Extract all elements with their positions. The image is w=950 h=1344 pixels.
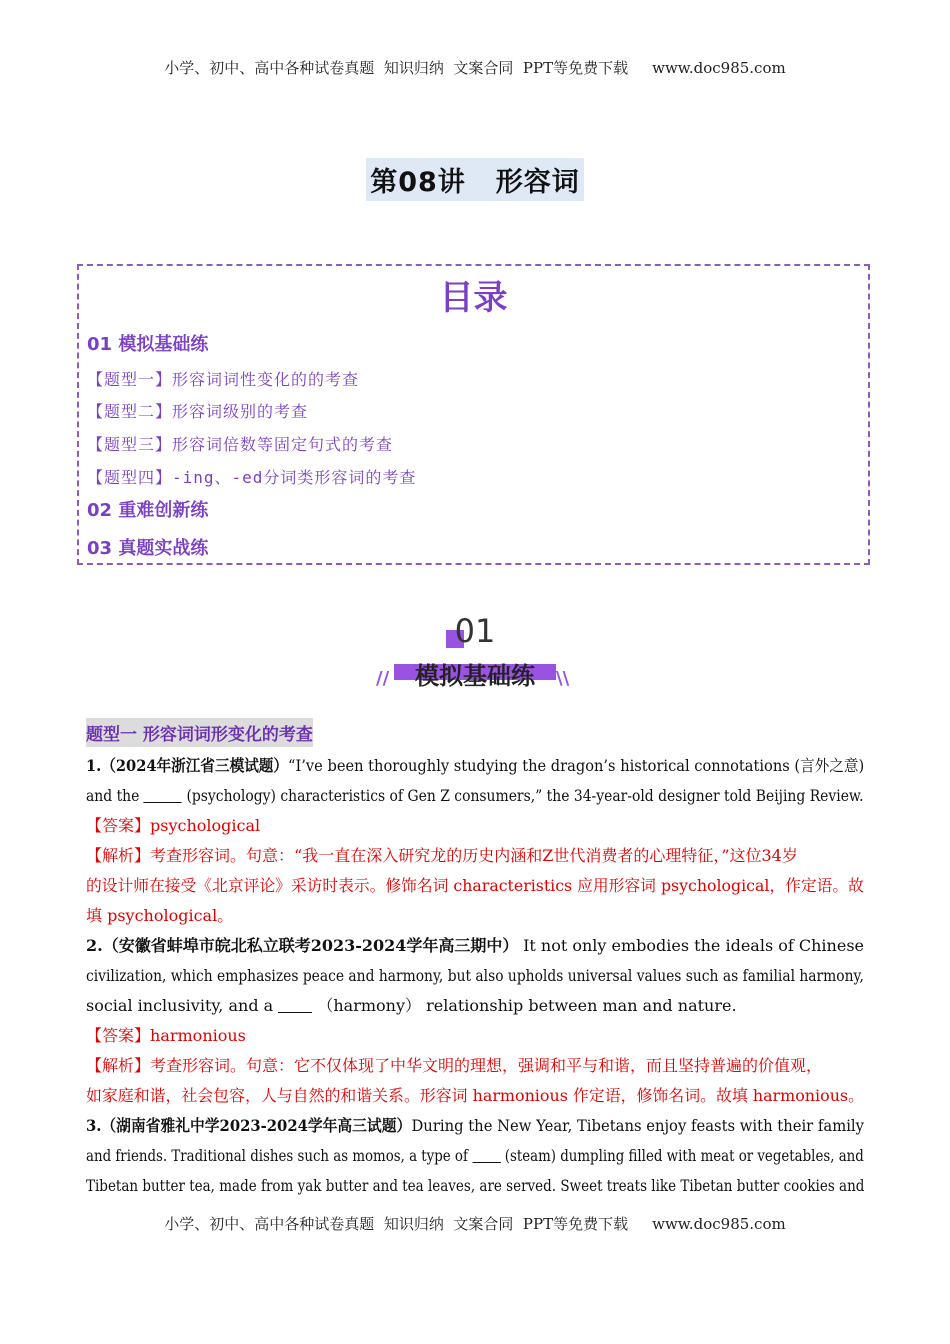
q3-blank: [472, 1146, 500, 1163]
q1-analysis-3: 填 psychological。: [86, 906, 234, 925]
header-url: www.doc985.com: [652, 59, 786, 77]
banner-slash-left-icon: //: [376, 668, 390, 689]
toc-item-3[interactable]: 【题型三】形容词倍数等固定句式的考查: [87, 435, 394, 454]
toc-section-1[interactable]: 01 模拟基础练: [87, 334, 209, 355]
q2-analysis-label: 【解析】: [86, 1056, 151, 1075]
q2-line1: [86, 931, 864, 961]
toc-item-2[interactable]: 【题型二】形容词级别的考查: [87, 402, 309, 421]
table-of-contents: [77, 264, 870, 565]
q1-line1: [86, 751, 864, 781]
q1-analysis-text-1: 考查形容词。句意：“我一直在深入研究龙的历史内涵和Z世代消费者的心理特征，”这位34岁: [150, 846, 798, 865]
q1-analysis-2: 的设计师在接受《北京评论》采访时表示。修饰名词 characteristics 应用形容词 psychological，作定语。故: [86, 876, 864, 895]
banner-slash-right-icon: \\: [556, 668, 570, 689]
section-banner: [370, 612, 580, 692]
q2-source: （安徽省蚌埠市皖北私立联考2023-2024学年高三期中）: [102, 936, 519, 955]
question-type-heading: 题型一 形容词词形变化的考查: [86, 718, 313, 747]
banner-title: 模拟基础练: [415, 662, 535, 690]
q3-line1: [86, 1111, 864, 1141]
q3-source: （湖南省雅礼中学2023-2024学年高三试题）: [101, 1116, 412, 1135]
q1-text-2a: and the: [86, 786, 140, 805]
header-text: 小学、初中、高中各种试卷真题 知识归纳 文案合同 PPT等免费下载: [164, 59, 629, 77]
q1-answer-text: psychological: [150, 816, 261, 835]
q1-line2: [86, 781, 864, 811]
title-topic: 形容词: [495, 167, 580, 198]
question-3: [86, 1111, 864, 1201]
q2-line3: [86, 991, 864, 1021]
q2-analysis-1: [86, 1051, 864, 1081]
banner-number: 01: [454, 612, 496, 650]
q1-blank: [144, 786, 182, 803]
question-2: [86, 931, 864, 1111]
toc-item-1[interactable]: 【题型一】形容词词性变化的的考查: [87, 370, 360, 389]
q3-text-1: During the New Year, Tibetans enjoy feasts with their family: [411, 1116, 864, 1135]
q1-analysis-1: [86, 841, 864, 871]
page-title: [366, 158, 584, 201]
q3-line2: [86, 1141, 864, 1171]
q2-analysis-text-1: 考查形容词。句意：它不仅体现了中华文明的理想，强调和平与和谐，而且坚持普遍的价值观，: [150, 1056, 823, 1075]
q2-blank: [278, 996, 312, 1013]
q3-text-2b: (steam) dumpling filled with meat or vegetables, and: [504, 1146, 864, 1165]
question-1: [86, 751, 864, 931]
q2-text-3a: social inclusivity, and a: [86, 996, 274, 1015]
footer-url: www.doc985.com: [652, 1215, 786, 1233]
title-wrap: [0, 158, 950, 201]
title-lecture: 第08讲: [370, 167, 466, 198]
q3-number: 3.: [86, 1116, 102, 1135]
page-footer: [0, 1213, 950, 1234]
footer-text: 小学、初中、高中各种试卷真题 知识归纳 文案合同 PPT等免费下载: [164, 1215, 629, 1233]
q3-text-2a: and friends. Traditional dishes such as momos, a type of: [86, 1146, 468, 1165]
q1-analysis-label: 【解析】: [86, 846, 151, 865]
q2-line2: civilization, which emphasizes peace and harmony, but also upholds universal values such as familial harmony,: [86, 966, 864, 985]
q1-source: （2024年浙江省三模试题）: [101, 756, 289, 775]
q1-text-2b: (psychology) characteristics of Gen Z consumers,” the 34-year-old designer told Beijing Review.: [186, 786, 864, 805]
q2-text-1: It not only embodies the ideals of Chinese: [523, 936, 864, 955]
toc-section-2[interactable]: 02 重难创新练: [87, 500, 209, 521]
q1-answer-label: 【答案】: [86, 816, 151, 835]
q1-number: 1.: [86, 756, 102, 775]
toc-item-4[interactable]: 【题型四】-ing、-ed分词类形容词的考查: [87, 468, 417, 487]
q1-text-1: “I’ve been thoroughly studying the dragon’s historical connotations (言外之意): [288, 756, 865, 775]
q3-line3: Tibetan butter tea, made from yak butter and tea leaves, are served. Sweet treats like Tibetan butter cookies and: [86, 1176, 865, 1195]
q2-answer: [86, 1021, 864, 1051]
q2-answer-text: harmonious: [150, 1026, 246, 1045]
q2-analysis-2: 如家庭和谐，社会包容，人与自然的和谐关系。形容词 harmonious 作定语，修饰名词。故填 harmonious。: [86, 1086, 864, 1105]
q2-number: 2.: [86, 936, 103, 955]
q2-text-3b: （harmony） relationship between man and nature.: [317, 996, 737, 1015]
q1-answer: [86, 811, 864, 841]
toc-section-3[interactable]: 03 真题实战练: [87, 538, 209, 559]
page-header: [0, 57, 950, 78]
toc-heading: 目录: [439, 278, 508, 318]
q2-answer-label: 【答案】: [86, 1026, 151, 1045]
